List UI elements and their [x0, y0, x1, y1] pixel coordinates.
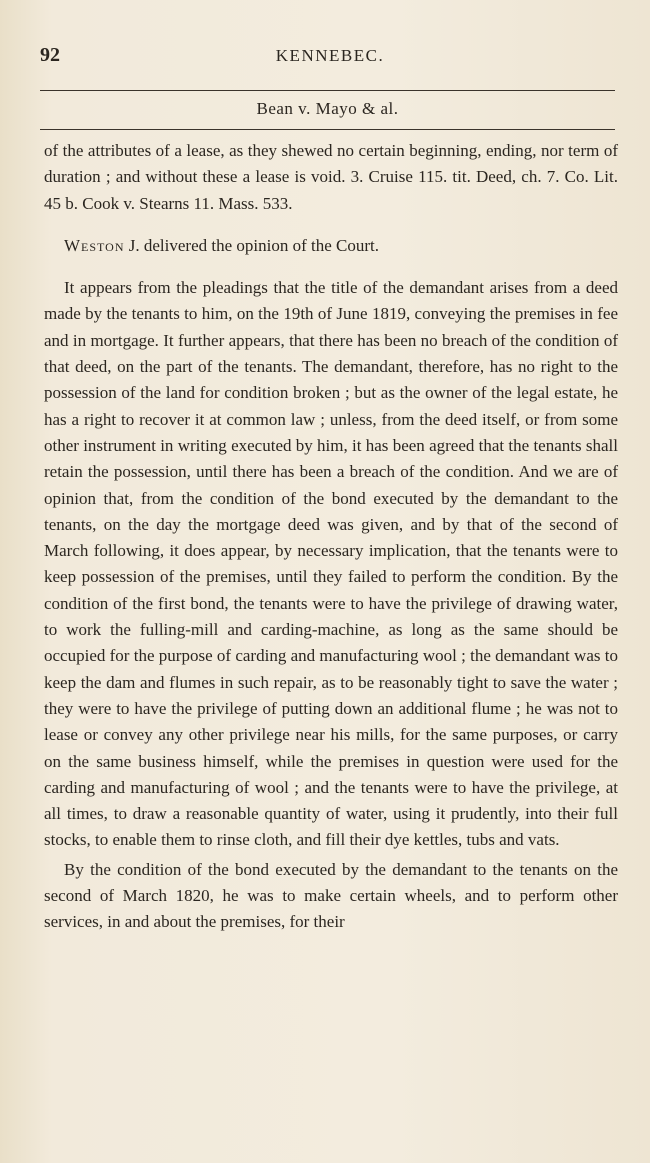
page-number: 92 — [40, 44, 60, 66]
page-header — [40, 40, 620, 70]
judge-name: Weston — [64, 235, 125, 255]
continuation-paragraph: of the attributes of a lease, as they shewed no certain beginning, ending, nor term of duration ; and without these a lease is void. 3. Cruise 115. tit. Deed, ch. 7. Co. Lit. 45 b. Cook v. Stearns 11. Mass. 533. — [44, 141, 618, 213]
header-rule — [40, 90, 615, 91]
body-text — [44, 138, 618, 936]
running-head: KENNEBEC. — [275, 46, 385, 65]
opinion-text: J. delivered the opinion of the Court. — [124, 235, 379, 255]
opinion-paragraph: It appears from the pleadings that the title of the demandant arises from a deed made by the tenants to him, on the 19th of June 1819, conveying the premises in fee and in mortgage. It further appears, that there has been no breach of the condition of that deed, on the part of the tenants. The demandant, therefore, has no right to the possession of the land for condition broken ; but as the owner of the legal estate, he has a right to recover it at common law ; unless, from the deed itself, or from some other instrument in writing executed by him, it has been agreed that the tenants shall retain the possession, until there has been a breach of the condition. And we are of opinion that, from the condition of the bond executed by the demandant to the tenants, on the day the mortgage deed was given, and by that of the second of March following, it does appear, by necessary implication, that the tenants were to keep possession of the premises, until they failed to perform the condition. By the condition of the first bond, the tenants were to have the privilege of drawing water, to work the fulling-mill and carding-machine, as long as the same should be occupied for the purpose of carding and manufacturing wool ; the demandant was to keep the dam and flumes in such repair, as to be reasonably tight to save the water ; they were to have the privilege of putting down an additional flume ; he was not to lease or convey any other privilege near his mills, for the same purposes, or carry on the same business himself, while the premises in question were used for the carding and manufacturing of wool ; and the tenants were to have the privilege, at all times, to draw a reasonable quantity of water, using it prudently, into their full stocks, to enable them to rinse cloth, and fill their dye kettles, tubs and vats. — [44, 278, 618, 850]
opinion-line — [44, 233, 618, 259]
case-title-rule — [40, 129, 615, 130]
case-title: Bean v. Mayo & al. — [256, 99, 399, 118]
bond-paragraph: By the condition of the bond executed by the demandant to the tenants on the second of March 1820, he was to make certain wheels, and to perform other services, in and about the premises, for their — [44, 859, 618, 932]
